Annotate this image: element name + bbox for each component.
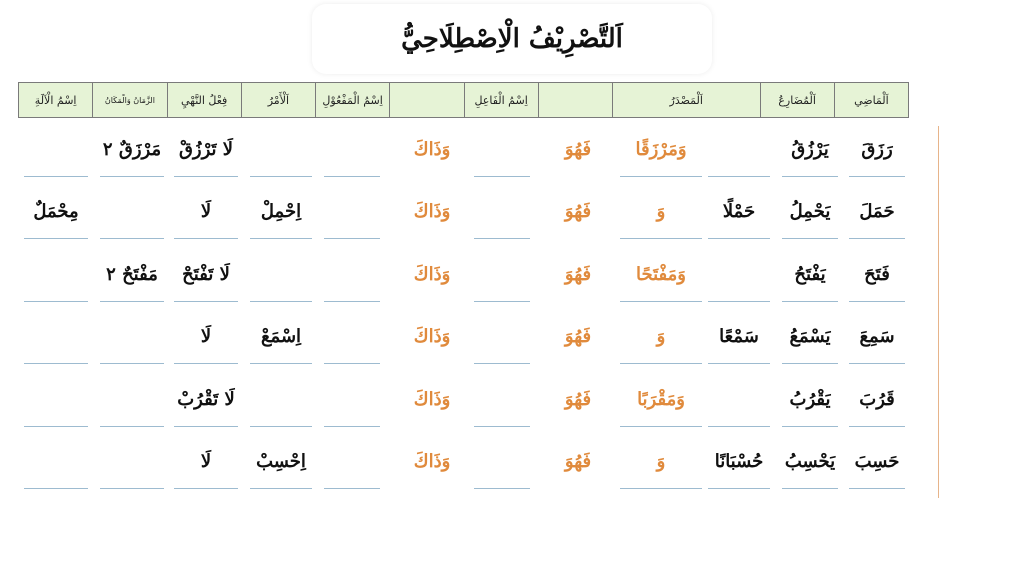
cell-masdar	[704, 118, 774, 181]
answer-underline	[708, 363, 770, 364]
cell-mudari	[778, 243, 842, 306]
answer-underline	[24, 176, 88, 177]
cell-madi	[845, 243, 909, 306]
answer-underline	[100, 176, 164, 177]
table-header	[18, 82, 909, 118]
cell-blank-fail	[470, 243, 534, 306]
cell-text: يَحْسِبُ	[784, 451, 836, 473]
answer-underline	[100, 238, 164, 239]
cell-masdar	[704, 306, 774, 369]
header-mudari: اَلْمُضَارِعُ	[760, 83, 834, 117]
cell-dhak	[392, 181, 472, 244]
answer-underline	[782, 176, 838, 177]
cell-text: لَا تَفْتَحْ	[182, 263, 230, 285]
cell-ala	[20, 368, 92, 431]
answer-underline	[782, 426, 838, 427]
cell-masdar	[704, 181, 774, 244]
answer-underline	[620, 363, 702, 364]
answer-underline	[100, 363, 164, 364]
cell-masdar-mim	[616, 306, 706, 369]
cell-blank-fail	[470, 368, 534, 431]
answer-underline	[324, 426, 380, 427]
cell-text: وَ	[656, 326, 666, 348]
answer-underline	[174, 301, 238, 302]
cell-text: لَا	[200, 201, 212, 223]
cell-text: مِحْمَلٌ	[33, 201, 79, 223]
answer-underline	[250, 238, 312, 239]
answer-underline	[100, 488, 164, 489]
cell-dhak	[392, 306, 472, 369]
cell-madi	[845, 306, 909, 369]
table-row	[18, 181, 909, 244]
cell-ala	[20, 431, 92, 494]
cell-text: فَتَحَ	[864, 263, 890, 285]
cell-fa-huwa	[538, 368, 618, 431]
cell-dhak	[392, 118, 472, 181]
header-ism-fail: اِسْمُ الْفَاعِلِ	[464, 83, 538, 117]
cell-text: يَسْمَعُ	[789, 326, 831, 348]
cell-text: يَقْرُبُ	[789, 388, 831, 410]
cell-masdar-mim	[616, 368, 706, 431]
answer-underline	[250, 176, 312, 177]
answer-underline	[174, 176, 238, 177]
answer-underline	[620, 426, 702, 427]
cell-zaman	[96, 306, 168, 369]
cell-fa-huwa	[538, 118, 618, 181]
cell-text: وَمَقْرَبًا	[637, 388, 685, 410]
cell-madi	[845, 181, 909, 244]
cell-masdar	[704, 243, 774, 306]
cell-mudari	[778, 431, 842, 494]
answer-underline	[24, 301, 88, 302]
cell-blank-maful	[320, 243, 384, 306]
answer-underline	[250, 363, 312, 364]
cell-text: حَمْلًا	[722, 201, 756, 223]
cell-text: وَ	[656, 201, 666, 223]
cell-masdar	[704, 431, 774, 494]
cell-blank-maful	[320, 181, 384, 244]
cell-text: وَ	[656, 451, 666, 473]
answer-underline	[100, 301, 164, 302]
header-amr: اَلْأَمْرُ	[241, 83, 315, 117]
cell-text: فَهُوَ	[564, 263, 592, 285]
answer-underline	[849, 238, 905, 239]
cell-dhak	[392, 431, 472, 494]
cell-text: قَرُبَ	[859, 388, 895, 410]
answer-underline	[849, 363, 905, 364]
answer-underline	[324, 488, 380, 489]
cell-amr	[246, 431, 316, 494]
cell-text: فَهُوَ	[564, 451, 592, 473]
cell-zaman	[96, 368, 168, 431]
cell-masdar-mim	[616, 118, 706, 181]
answer-underline	[474, 301, 530, 302]
cell-text: حُسْبَانًا	[714, 451, 764, 473]
cell-zaman	[96, 118, 168, 181]
table-row	[18, 306, 909, 369]
answer-underline	[174, 488, 238, 489]
cell-text: اِحْسِبْ	[256, 451, 306, 473]
header-madi: اَلْمَاضِي	[834, 83, 908, 117]
cell-amr	[246, 243, 316, 306]
answer-underline	[24, 488, 88, 489]
answer-underline	[620, 488, 702, 489]
cell-text: وَمَفْتَحًا	[636, 263, 686, 285]
cell-nahy	[170, 368, 242, 431]
answer-underline	[324, 176, 380, 177]
answer-underline	[324, 238, 380, 239]
answer-underline	[324, 363, 380, 364]
cell-text: فَهُوَ	[564, 201, 592, 223]
answer-underline	[620, 301, 702, 302]
page-title: اَلتَّصْرِيْفُ الْاِصْطِلَاحِيُّ	[401, 24, 623, 54]
cell-nahy	[170, 431, 242, 494]
answer-underline	[849, 426, 905, 427]
answer-underline	[100, 426, 164, 427]
cell-fa-huwa	[538, 306, 618, 369]
cell-fa-huwa	[538, 243, 618, 306]
cell-text: وَذَاكَ	[413, 326, 451, 348]
cell-text: فَهُوَ	[564, 388, 592, 410]
cell-text: وَذَاكَ	[413, 451, 451, 473]
cell-zaman	[96, 243, 168, 306]
answer-underline	[474, 363, 530, 364]
cell-text: يَفْتَحُ	[794, 263, 826, 285]
cell-text: وَذَاكَ	[413, 201, 451, 223]
answer-underline	[250, 488, 312, 489]
cell-text: مَفْتَحٌ ٢	[106, 263, 158, 285]
cell-text: رَزَقَ	[861, 138, 893, 160]
cell-nahy	[170, 243, 242, 306]
cell-ala	[20, 306, 92, 369]
answer-underline	[474, 238, 530, 239]
answer-underline	[849, 488, 905, 489]
cell-blank-maful	[320, 431, 384, 494]
answer-underline	[250, 426, 312, 427]
answer-underline	[782, 238, 838, 239]
cell-text: لَا تَقْرُبْ	[177, 388, 235, 410]
cell-masdar-mim	[616, 181, 706, 244]
cell-amr	[246, 306, 316, 369]
cell-text: فَهُوَ	[564, 138, 592, 160]
cell-ala	[20, 243, 92, 306]
cell-fa-huwa	[538, 431, 618, 494]
cell-text: فَهُوَ	[564, 326, 592, 348]
answer-underline	[620, 176, 702, 177]
answer-underline	[708, 238, 770, 239]
answer-underline	[849, 301, 905, 302]
cell-masdar-mim	[616, 243, 706, 306]
cell-dhak	[392, 368, 472, 431]
cell-nahy	[170, 306, 242, 369]
table-row	[18, 431, 909, 494]
cell-text: لَا تَرْزُقْ	[178, 138, 234, 160]
cell-text: سَمْعًا	[719, 326, 759, 348]
answer-underline	[708, 176, 770, 177]
answer-underline	[174, 363, 238, 364]
cell-nahy	[170, 181, 242, 244]
cell-fa-huwa	[538, 181, 618, 244]
cell-text: مَرْزَقٌ ٢	[102, 138, 162, 160]
answer-underline	[782, 488, 838, 489]
cell-text: يَحْمِلُ	[789, 201, 831, 223]
answer-underline	[474, 426, 530, 427]
cell-text: وَمَرْزَقًا	[635, 138, 687, 160]
header-ism-ala: اِسْمُ الْآلَةِ	[19, 83, 92, 117]
cell-amr	[246, 118, 316, 181]
cell-ala	[20, 181, 92, 244]
cell-text: سَمِعَ	[859, 326, 895, 348]
table-row	[18, 368, 909, 431]
header-masdar: اَلْمَصْدَرُ	[612, 83, 760, 117]
cell-text: حَسِبَ	[854, 451, 900, 473]
cell-amr	[246, 181, 316, 244]
answer-underline	[24, 238, 88, 239]
cell-mudari	[778, 118, 842, 181]
cell-mudari	[778, 306, 842, 369]
answer-underline	[474, 488, 530, 489]
cell-blank-fail	[470, 431, 534, 494]
header-blank-1	[538, 83, 612, 117]
table-row	[18, 118, 909, 181]
cell-text: لَا	[200, 451, 212, 473]
cell-blank-fail	[470, 181, 534, 244]
cell-text: وَذَاكَ	[413, 263, 451, 285]
cell-blank-maful	[320, 306, 384, 369]
answer-underline	[250, 301, 312, 302]
header-ism-maful: اِسْمُ الْمَفْعُوْلِ	[315, 83, 389, 117]
cell-nahy	[170, 118, 242, 181]
table-row	[18, 243, 909, 306]
header-zaman-makan: الزَّمَانُ وَالْمَكَانُ	[92, 83, 166, 117]
cell-madi	[845, 118, 909, 181]
cell-text: وَذَاكَ	[413, 138, 451, 160]
cell-mudari	[778, 368, 842, 431]
answer-underline	[708, 488, 770, 489]
cell-text: اِسْمَعْ	[260, 326, 302, 348]
cell-text: وَذَاكَ	[413, 388, 451, 410]
cell-zaman	[96, 431, 168, 494]
answer-underline	[620, 238, 702, 239]
cell-zaman	[96, 181, 168, 244]
answer-underline	[174, 238, 238, 239]
answer-underline	[474, 176, 530, 177]
cell-amr	[246, 368, 316, 431]
table-body	[18, 118, 909, 493]
answer-underline	[782, 363, 838, 364]
answer-underline	[849, 176, 905, 177]
margin-line	[938, 126, 939, 498]
cell-masdar-mim	[616, 431, 706, 494]
header-blank-2	[389, 83, 463, 117]
cell-text: لَا	[200, 326, 212, 348]
cell-madi	[845, 431, 909, 494]
cell-mudari	[778, 181, 842, 244]
cell-blank-fail	[470, 118, 534, 181]
cell-text: اِحْمِلْ	[260, 201, 302, 223]
cell-blank-fail	[470, 306, 534, 369]
answer-underline	[324, 301, 380, 302]
cell-text: حَمَلَ	[859, 201, 895, 223]
answer-underline	[708, 426, 770, 427]
header-nahy: فِعْلُ النَّهْيِ	[167, 83, 241, 117]
answer-underline	[174, 426, 238, 427]
cell-text: يَرْزُقُ	[791, 138, 829, 160]
cell-blank-maful	[320, 118, 384, 181]
cell-ala	[20, 118, 92, 181]
cell-madi	[845, 368, 909, 431]
cell-blank-maful	[320, 368, 384, 431]
answer-underline	[24, 426, 88, 427]
cell-dhak	[392, 243, 472, 306]
cell-masdar	[704, 368, 774, 431]
answer-underline	[24, 363, 88, 364]
title-box	[312, 4, 712, 74]
answer-underline	[708, 301, 770, 302]
answer-underline	[782, 301, 838, 302]
